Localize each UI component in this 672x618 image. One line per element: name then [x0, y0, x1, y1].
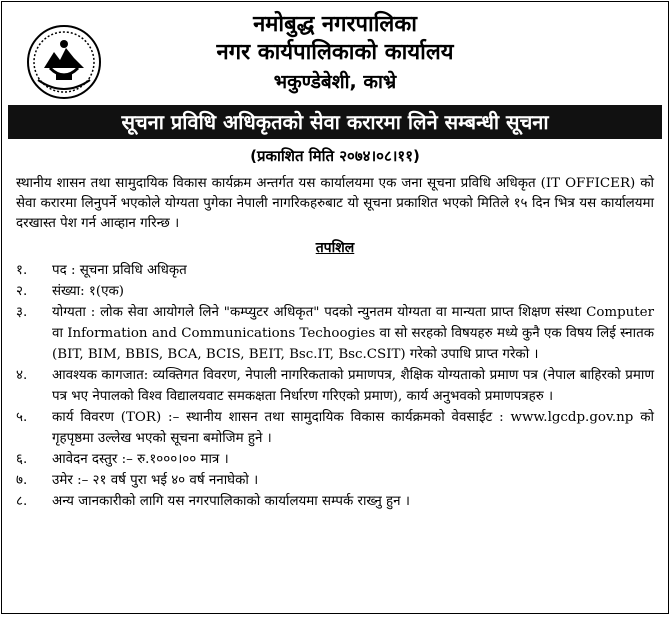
list-item: [16, 470, 654, 491]
list-item: [16, 281, 654, 302]
list-item: [16, 491, 654, 512]
item-text: अन्य जानकारीको लागि यस नगरपालिकाको कार्यालयमा सम्पर्क राख्नु हुन ।: [52, 494, 410, 509]
notice-title-banner: सूचना प्रविधि अधिकृतको सेवा करारमा लिने सम्बन्धी सूचना: [8, 105, 662, 139]
details-heading-label: तपशिल: [315, 240, 355, 256]
item-number: ८.: [16, 494, 28, 509]
item-number: ७.: [16, 473, 28, 488]
item-text: योग्यता : लोक सेवा आयोगले लिने "कम्प्युटर अधिकृत" पदको न्युनतम योग्यता वा मान्यता प्राप्त शिक्षण संस्था Computer वा Information and Communications Techoogies वा सो सरहको विषयहरु मध्ये कुनै एक विषय लिई स्नातक (BIT, BIM, BBIS, BCA, BCIS, BEIT, Bsc.IT, Bsc.CSIT) गरेको उपाधि प्राप्त गरेको ।: [52, 305, 654, 362]
item-number: ६.: [16, 452, 28, 467]
notice-page: [1, 1, 669, 614]
list-item: [16, 449, 654, 470]
item-text: कार्य विवरण (TOR) :– स्थानीय शासन तथा सामुदायिक विकास कार्यक्रमको वेवसाईट : www.lgcdp.gov.np को गृहपृष्ठमा उल्लेख भएको सूचना बमोजिम हुने ।: [52, 410, 654, 446]
item-number: ५.: [16, 410, 28, 425]
list-item: [16, 365, 654, 407]
item-number: २.: [16, 284, 28, 299]
item-number: १.: [16, 263, 28, 278]
intro-paragraph: स्थानीय शासन तथा सामुदायिक विकास कार्यक्रम अन्तर्गत यस कार्यालयमा एक जना सूचना प्रविधि अधिकृत (IT OFFICER) को सेवा करारमा लिनुपर्ने भएकोले योग्यता पुगेका नेपाली नागरिकहरुबाट यो सूचना प्रकाशित भएको मितिले १५ दिन भित्र यस कार्यालयमा दरखास्त पेश गर्न आव्हान गरिन्छ ।: [16, 176, 654, 231]
item-text: पद : सूचना प्रविधि अधिकृत: [52, 263, 187, 278]
list-item: [16, 302, 654, 365]
item-number: ४.: [16, 368, 28, 383]
item-text: आवेदन दस्तुर :– रु.१०००।०० मात्र ।: [52, 452, 229, 467]
municipality-name: नमोबुद्ध नगरपालिका: [253, 12, 417, 37]
list-item: [16, 260, 654, 281]
details-heading: [2, 238, 668, 257]
published-date: (प्रकाशित मिति २०७४।०८।११): [250, 147, 420, 165]
item-text: आवश्यक कागजात: व्यक्तिगत विवरण, नेपाली नागरिकताको प्रमाणपत्र, शैक्षिक योग्यताको प्रमाण पत्र (नेपाल बाहिरको प्रमाण पत्र भए नेपालको विश्व विद्यालयवाट समकक्षता निर्धारण गरिएको प्रमाण), कार्य अनुभवको प्रमाणपत्रहरु ।: [52, 368, 654, 404]
list-item: [16, 407, 654, 449]
office-location: भकुण्डेबेशी, काभ्रे: [273, 71, 397, 93]
office-name: नगर कार्यपालिकाको कार्यालय: [216, 40, 454, 65]
details-list: [16, 260, 654, 512]
item-text: उमेर :– २१ वर्ष पुरा भई ४० वर्ष ननाघेको ।: [52, 473, 259, 488]
item-number: ३.: [16, 305, 28, 320]
item-text: संख्या: १(एक): [52, 284, 124, 299]
